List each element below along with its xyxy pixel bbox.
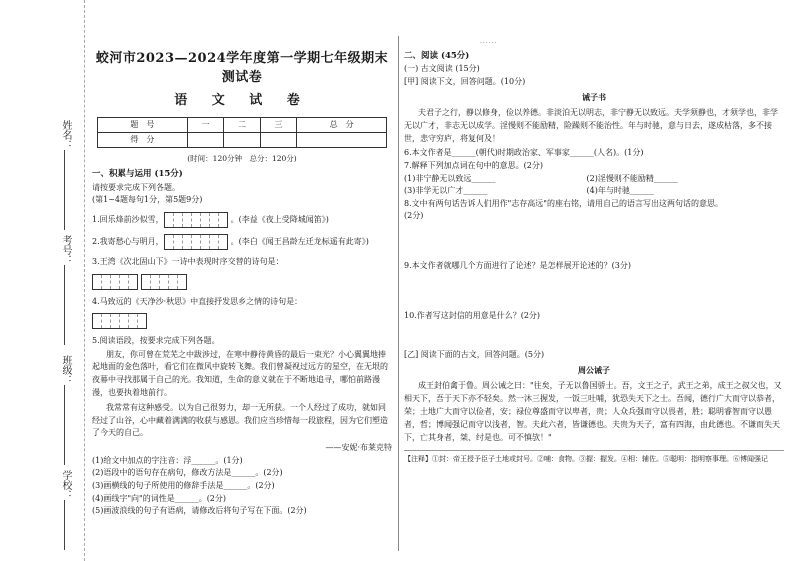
q7-item: (1)非宁静无以致远______ [404,173,496,183]
left-column [92,40,392,518]
q1-prefix: 1.回乐烽前沙似雪， [92,215,164,225]
right-column [404,46,784,465]
score-table-header-row [98,117,387,132]
q1-suffix: 。(李益《夜上受降城闻笛》) [230,215,329,225]
question-2 [92,234,392,250]
score-cell: 题 号 [98,117,188,132]
score-cell: 总 分 [297,117,387,132]
score-cell: 三 [260,117,297,132]
passage-yi-instruction: [乙] 阅读下面的古文，回答问题。(5分) [404,350,545,360]
question-4: 4.马致远的《天净沙·秋思》中直接抒发思乡之情的诗句是： [92,296,303,306]
question-3: 3.王湾《次北固山下》一诗中表现时序交替的诗句是： [92,256,284,266]
q2-suffix: 。(李白《闻王昌龄左迁龙标遥有此寄》) [230,237,369,247]
question-8-score: (2分) [404,211,424,221]
passage-yi-title: 周公诫子 [578,364,610,375]
score-cell[interactable] [260,132,297,147]
question-1 [92,212,392,228]
part1-note: (第1~4题每句1分，第5题9分) [92,195,203,205]
exam-meta: (时间：120分钟 总分：120分) [187,153,297,163]
q5-sub3: (3)画横线的句子所使用的修辞手法是______。(2分) [92,481,275,491]
class-label: 班级： [60,355,71,385]
binding-margin [0,0,85,561]
score-table [97,117,387,148]
school-line [64,500,65,550]
q7-item: (2)淫慢则不能励精______ [586,173,678,183]
score-cell[interactable] [187,132,224,147]
passage-paragraph: 朋友，你可曾在荒芜之中跋涉过，在寒中静待黄昏的最后一束光？小心翼翼地捧起地面的金色落叶，看它们在微风中旋转飞舞。我们曾凝视过远方的星空，在无垠的夜幕中寻找那属于自己的光。我知道，生命的意义就在于不断地追寻，哪怕前路漫漫，也要执着地前行。 [92,349,388,398]
answer-grid[interactable] [164,234,228,250]
passage-yi-text: 成王封伯禽于鲁。周公诫之曰："往矣，子无以鲁国骄士。吾，文王之子，武王之弟，成王之叔父也，又相天下，吾于天下亦不轻矣。然一沐三握发，一饭三吐哺，犹恐失天下之士。吾闻，德行广大而守以恭者，荣；土地广大而守以俭者，安；禄位尊盛而守以卑者，贵；人众兵强而守以畏者，胜；聪明睿智而守以愚者，哲；博闻强记而守以浅者，智。夫此六者，皆谦德也。夫贵为天子，富有四海，由此德也。不谦而失天下，亡其身者，桀、纣是也。可不慎欤！" [404,381,782,442]
column-divider [398,36,399,551]
passage-note: 【注释】①封：帝王授予臣子土地或封号。②哺：食物。③握：握发。④相：辅佐。⑤聪明：指明察事理。⑥博闻强记 [404,450,784,464]
q7-item: (3)非学无以广才______ [404,186,488,196]
answer-space[interactable] [404,322,784,348]
answer-grid[interactable] [92,313,147,329]
exam-no-line [64,265,65,345]
name-line [64,150,65,230]
question-4-answer [92,313,392,329]
question-7-row [404,185,784,197]
answer-space[interactable] [404,223,784,259]
passage-jia-text: 夫君子之行，静以修身，俭以养德。非淡泊无以明志，非宁静无以致远。夫学须静也，才须学也，非学无以广才，非志无以成学。淫慢则不能励精，险躁则不能治性。年与时驰，意与日去，遂成枯落，多不接世，悲守穷庐，将复何及！ [404,108,778,143]
question-3-answer [92,274,392,290]
exam-subject: 语 文 试 卷 [174,92,310,108]
score-cell: 二 [224,117,261,132]
q5-sub4: (4)画线字"向"的词性是______。(2分) [92,493,227,503]
class-line [64,385,65,465]
question-7: 7.解释下列加点词在句中的意思。(2分) [404,161,543,171]
part2-title: 二、阅读 (45分) [404,51,470,61]
q5-sub5: (5)画波浪线的句子有语病，请修改后将句子写在下面。(2分) [92,506,307,516]
score-cell[interactable] [224,132,261,147]
answer-space[interactable] [404,273,784,309]
score-cell: 得 分 [98,132,188,147]
question-6: 6.本文作者是______(朝代)时期政治家、军事家______(人名)。(1分) [404,148,644,158]
passage-jia-title: 诫子书 [582,91,606,102]
answer-grid[interactable] [164,212,228,228]
answer-grid[interactable] [141,274,187,290]
passage-paragraph: 我常常有这种感受。以为自己很努力，却一无所获。一个人经过了成功，就如同经过了山谷，心中藏着满满的收获与感恩。我们应当珍惜每一段旅程，因为它们塑造了今天的自己。 [92,402,388,438]
exam-title: 蛟河市2023—2024学年度第一学期七年级期末测试卷 [95,51,389,85]
question-7-row [404,173,784,185]
part1-title: 一、积累与运用 (15分) [92,169,183,180]
q7-item: (4)年与时驰______ [586,186,654,196]
header-dots: ...... [480,38,498,45]
part1-intro: 请按要求完成下列各题。 [92,182,180,192]
q2-prefix: 2.我寄愁心与明月， [92,237,164,247]
question-10: 10.作者写这封信的用意是什么？(2分) [404,310,541,320]
passage-author: ——安妮·布莱克特 [325,443,392,453]
name-label: 姓名： [60,120,71,150]
school-label: 学校： [60,470,71,500]
question-8: 8.文中有两句话告诉人们用作"志存高远"的座右铭，请用自己的语言写出这两句话的意思。 [404,198,723,208]
exam-no-label: 考号： [60,235,71,265]
question-5: 5.阅读语段，按要求完成下列各题。 [92,336,220,346]
score-cell[interactable] [297,132,387,147]
section-classical: (一) 古文阅读 (15分) [404,64,480,74]
question-9: 9.本文作者就哪几个方面进行了论述？是怎样展开论述的？(3分) [404,261,631,271]
passage-jia-instruction: [甲] 阅读下文，回答问题。(10分) [404,76,526,86]
score-table-score-row [98,132,387,147]
score-cell: 一 [187,117,224,132]
q5-sub1: (1)给文中加点的字注音：浮______。(1分) [92,455,243,465]
answer-grid[interactable] [92,274,138,290]
q5-sub2: (2)语段中的语句存在病句，修改方法是______。(2分) [92,468,283,478]
